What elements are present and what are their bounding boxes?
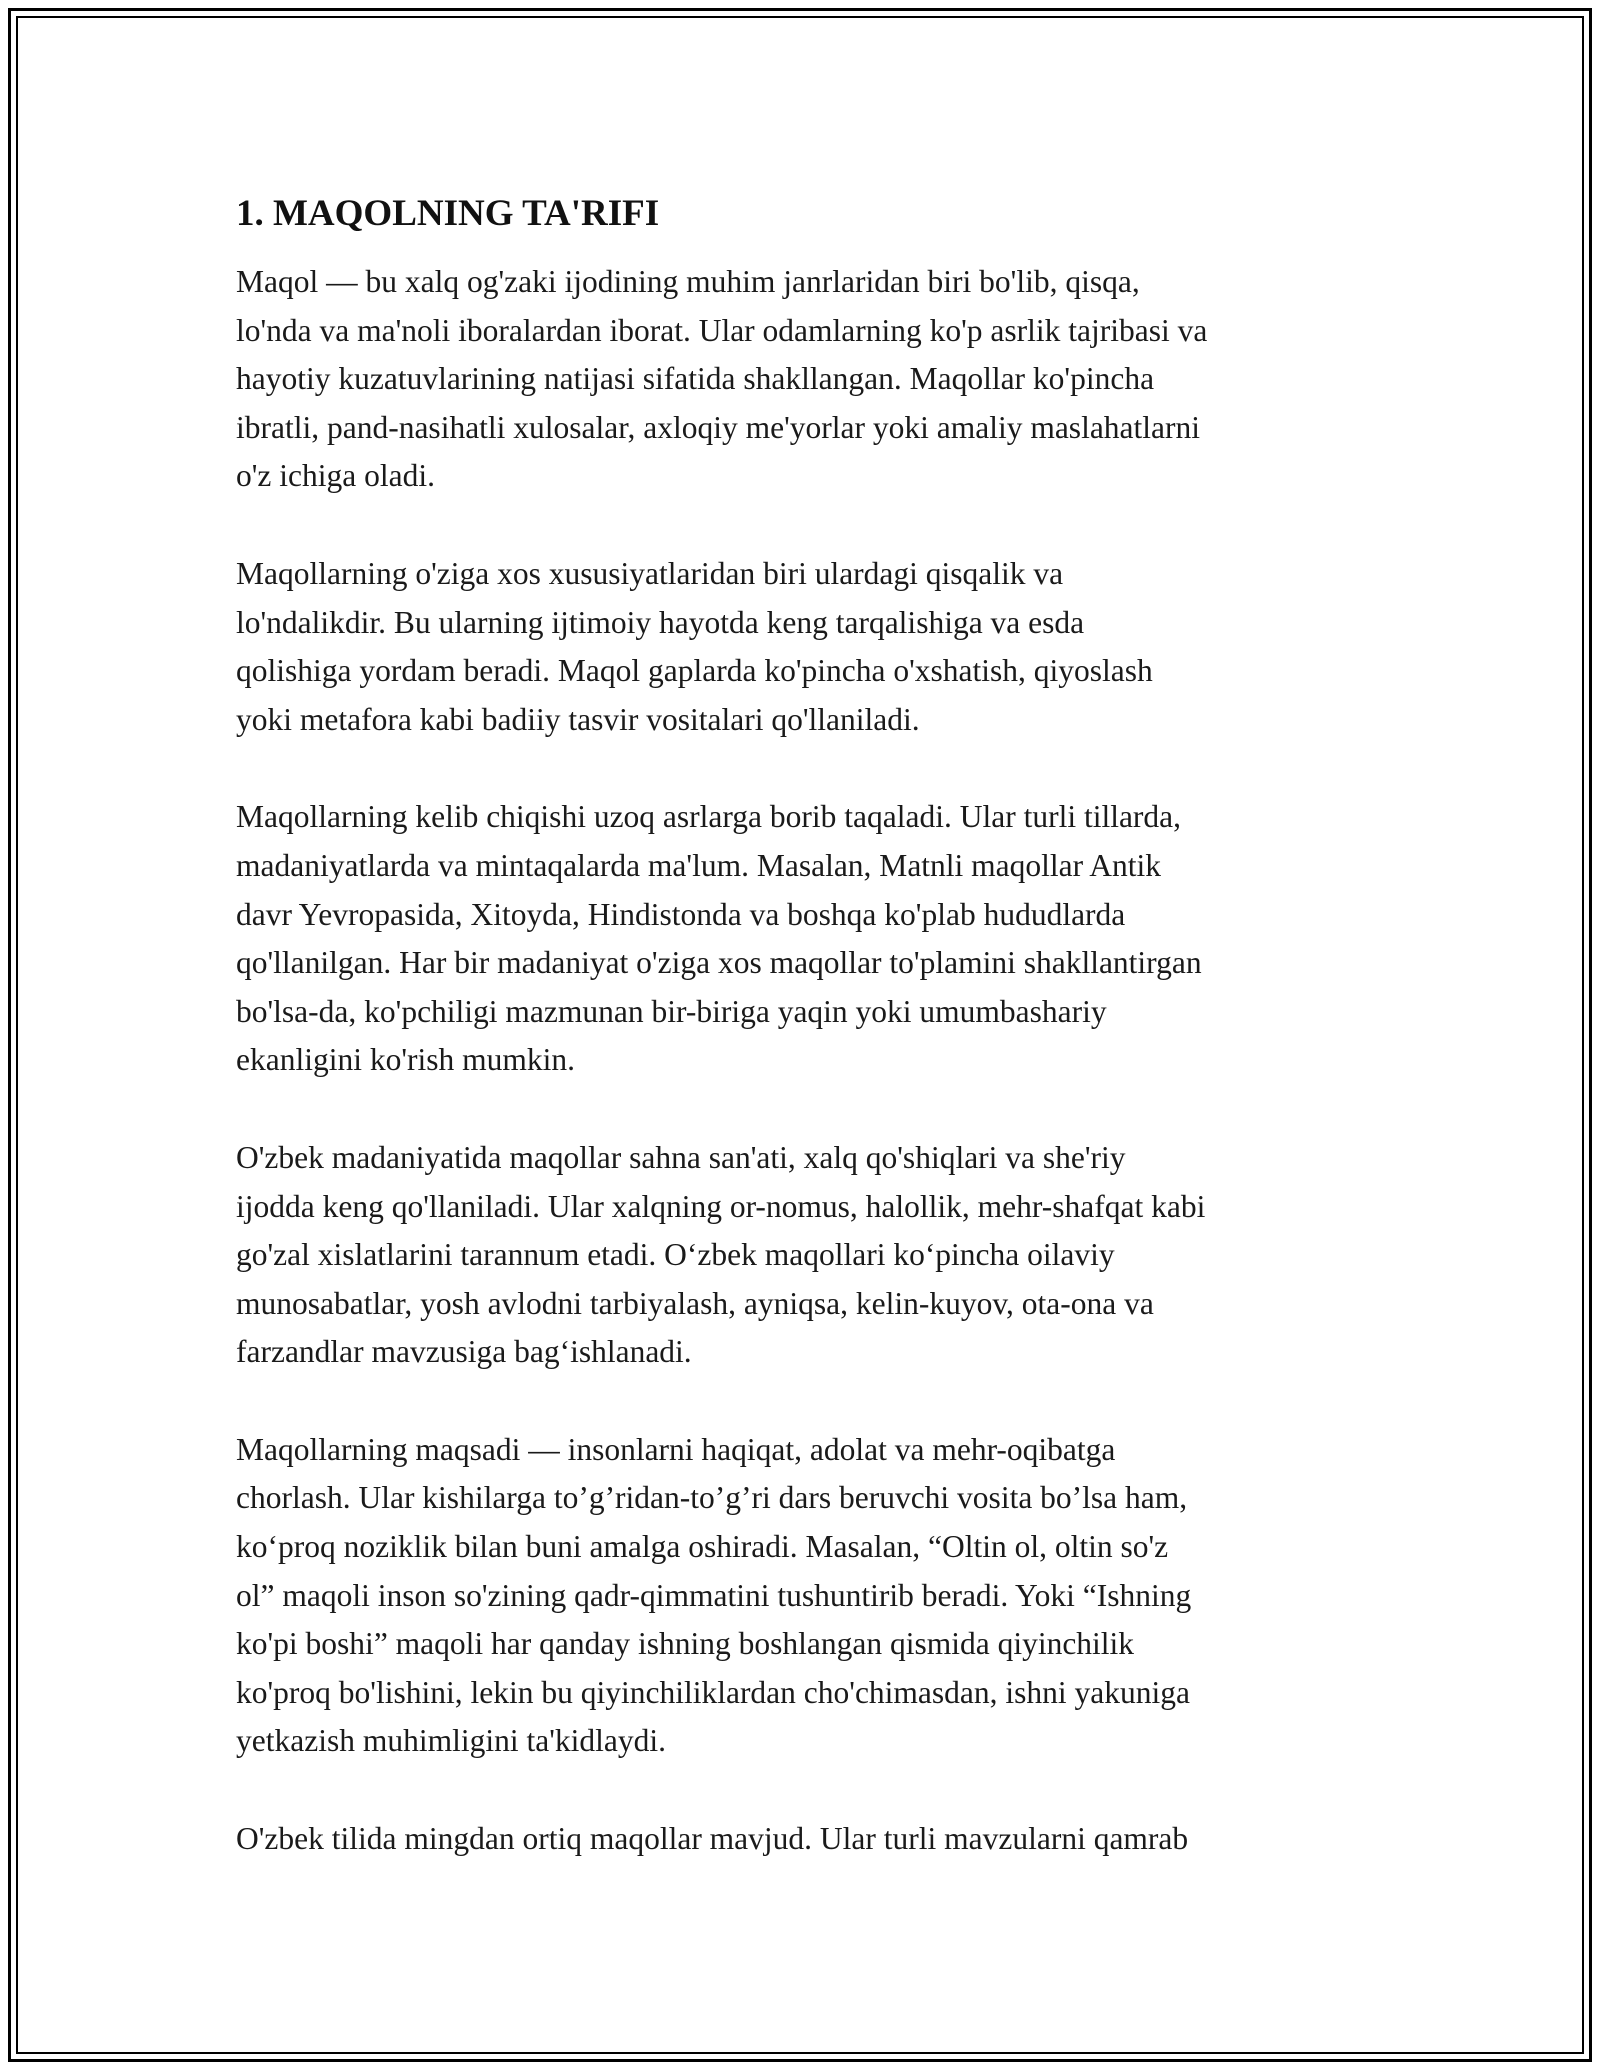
paragraph-uzbek-culture: O'zbek madaniyatida maqollar sahna san'ati, xalq qo'shiqlari va she'riy ijodda keng qo'llaniladi. Ular xalqning or-nomus, halollik, mehr-shafqat kabi go'zal xislatlarini tarannum etadi. O‘zbek maqollari ko‘pincha oilaviy munosabatlar, yosh avlodni tarbiyalash, ayniqsa, kelin-kuyov, ota-ona va farzandlar mavzusiga bag‘ishlanadi. (236, 1139, 1206, 1370)
paragraph-origins: Maqollarning kelib chiqishi uzoq asrlarga borib taqaladi. Ular turli tillarda, madaniyatlarda va mintaqalarda ma'lum. Masalan, Matnli maqollar Antik davr Yevropasida, Xitoyda, Hindistonda va boshqa ko'plab hududlarda qo'llanilgan. Har bir madaniyat o'ziga xos maqollar to'plamini shakllantirgan bo'lsa-da, ko'pchiligi mazmunan bir-biriga yaqin yoki umumbashariy ekanligini ko'rish mumkin. (236, 799, 1202, 1078)
document-body (236, 186, 1386, 1864)
paragraph-definition: Maqol — bu xalq og'zaki ijodining muhim janrlaridan biri bo'lib, qisqa, lo'nda va ma'noli iboralardan iborat. Ular odamlarning ko'p asrlik tajribasi va hayotiy kuzatuvlarining natijasi sifatida shakllangan. Maqollar ko'pincha ibratli, pand-nasihatli xulosalar, axloqiy me'yorlar yoki amaliy maslahatlarni o'z ichiga oladi. (236, 264, 1208, 494)
paragraph-purpose: Maqollarning maqsadi — insonlarni haqiqat, adolat va mehr-oqibatga chorlash. Ular kishilarga to’g’ridan-to’g’ri dars beruvchi vosita bo’lsa ham, ko‘proq noziklik bilan buni amalga oshiradi. Masalan, “Oltin ol, oltin so'z ol” maqoli inson so'zining qadr-qimmatini tushuntirib beradi. Yoki “Ishning ko'pi boshi” maqoli har qanday ishning boshlangan qismida qiyinchilik ko'proq bo'lishini, lekin bu qiyinchiliklardan cho'chimasdan, ishni yakuniga yetkazish muhimligini ta'kidlaydi. (236, 1431, 1192, 1759)
paragraph-features: Maqollarning o'ziga xos xususiyatlaridan biri ulardagi qisqalik va lo'ndalikdir. Bu ularning ijtimoiy hayotda keng tarqalishiga va esda qolishiga yordam beradi. Maqol gaplarda ko'pincha o'xshatish, qiyoslash yoki metafora kabi badiiy tasvir vositalari qo'llaniladi. (236, 555, 1153, 737)
paragraph-uzbek-language: O'zbek tilida mingdan ortiq maqollar mavjud. Ular turli mavzularni qamrab (236, 1821, 1189, 1857)
section-heading: 1. MAQOLNING TA'RIFI (236, 193, 660, 234)
